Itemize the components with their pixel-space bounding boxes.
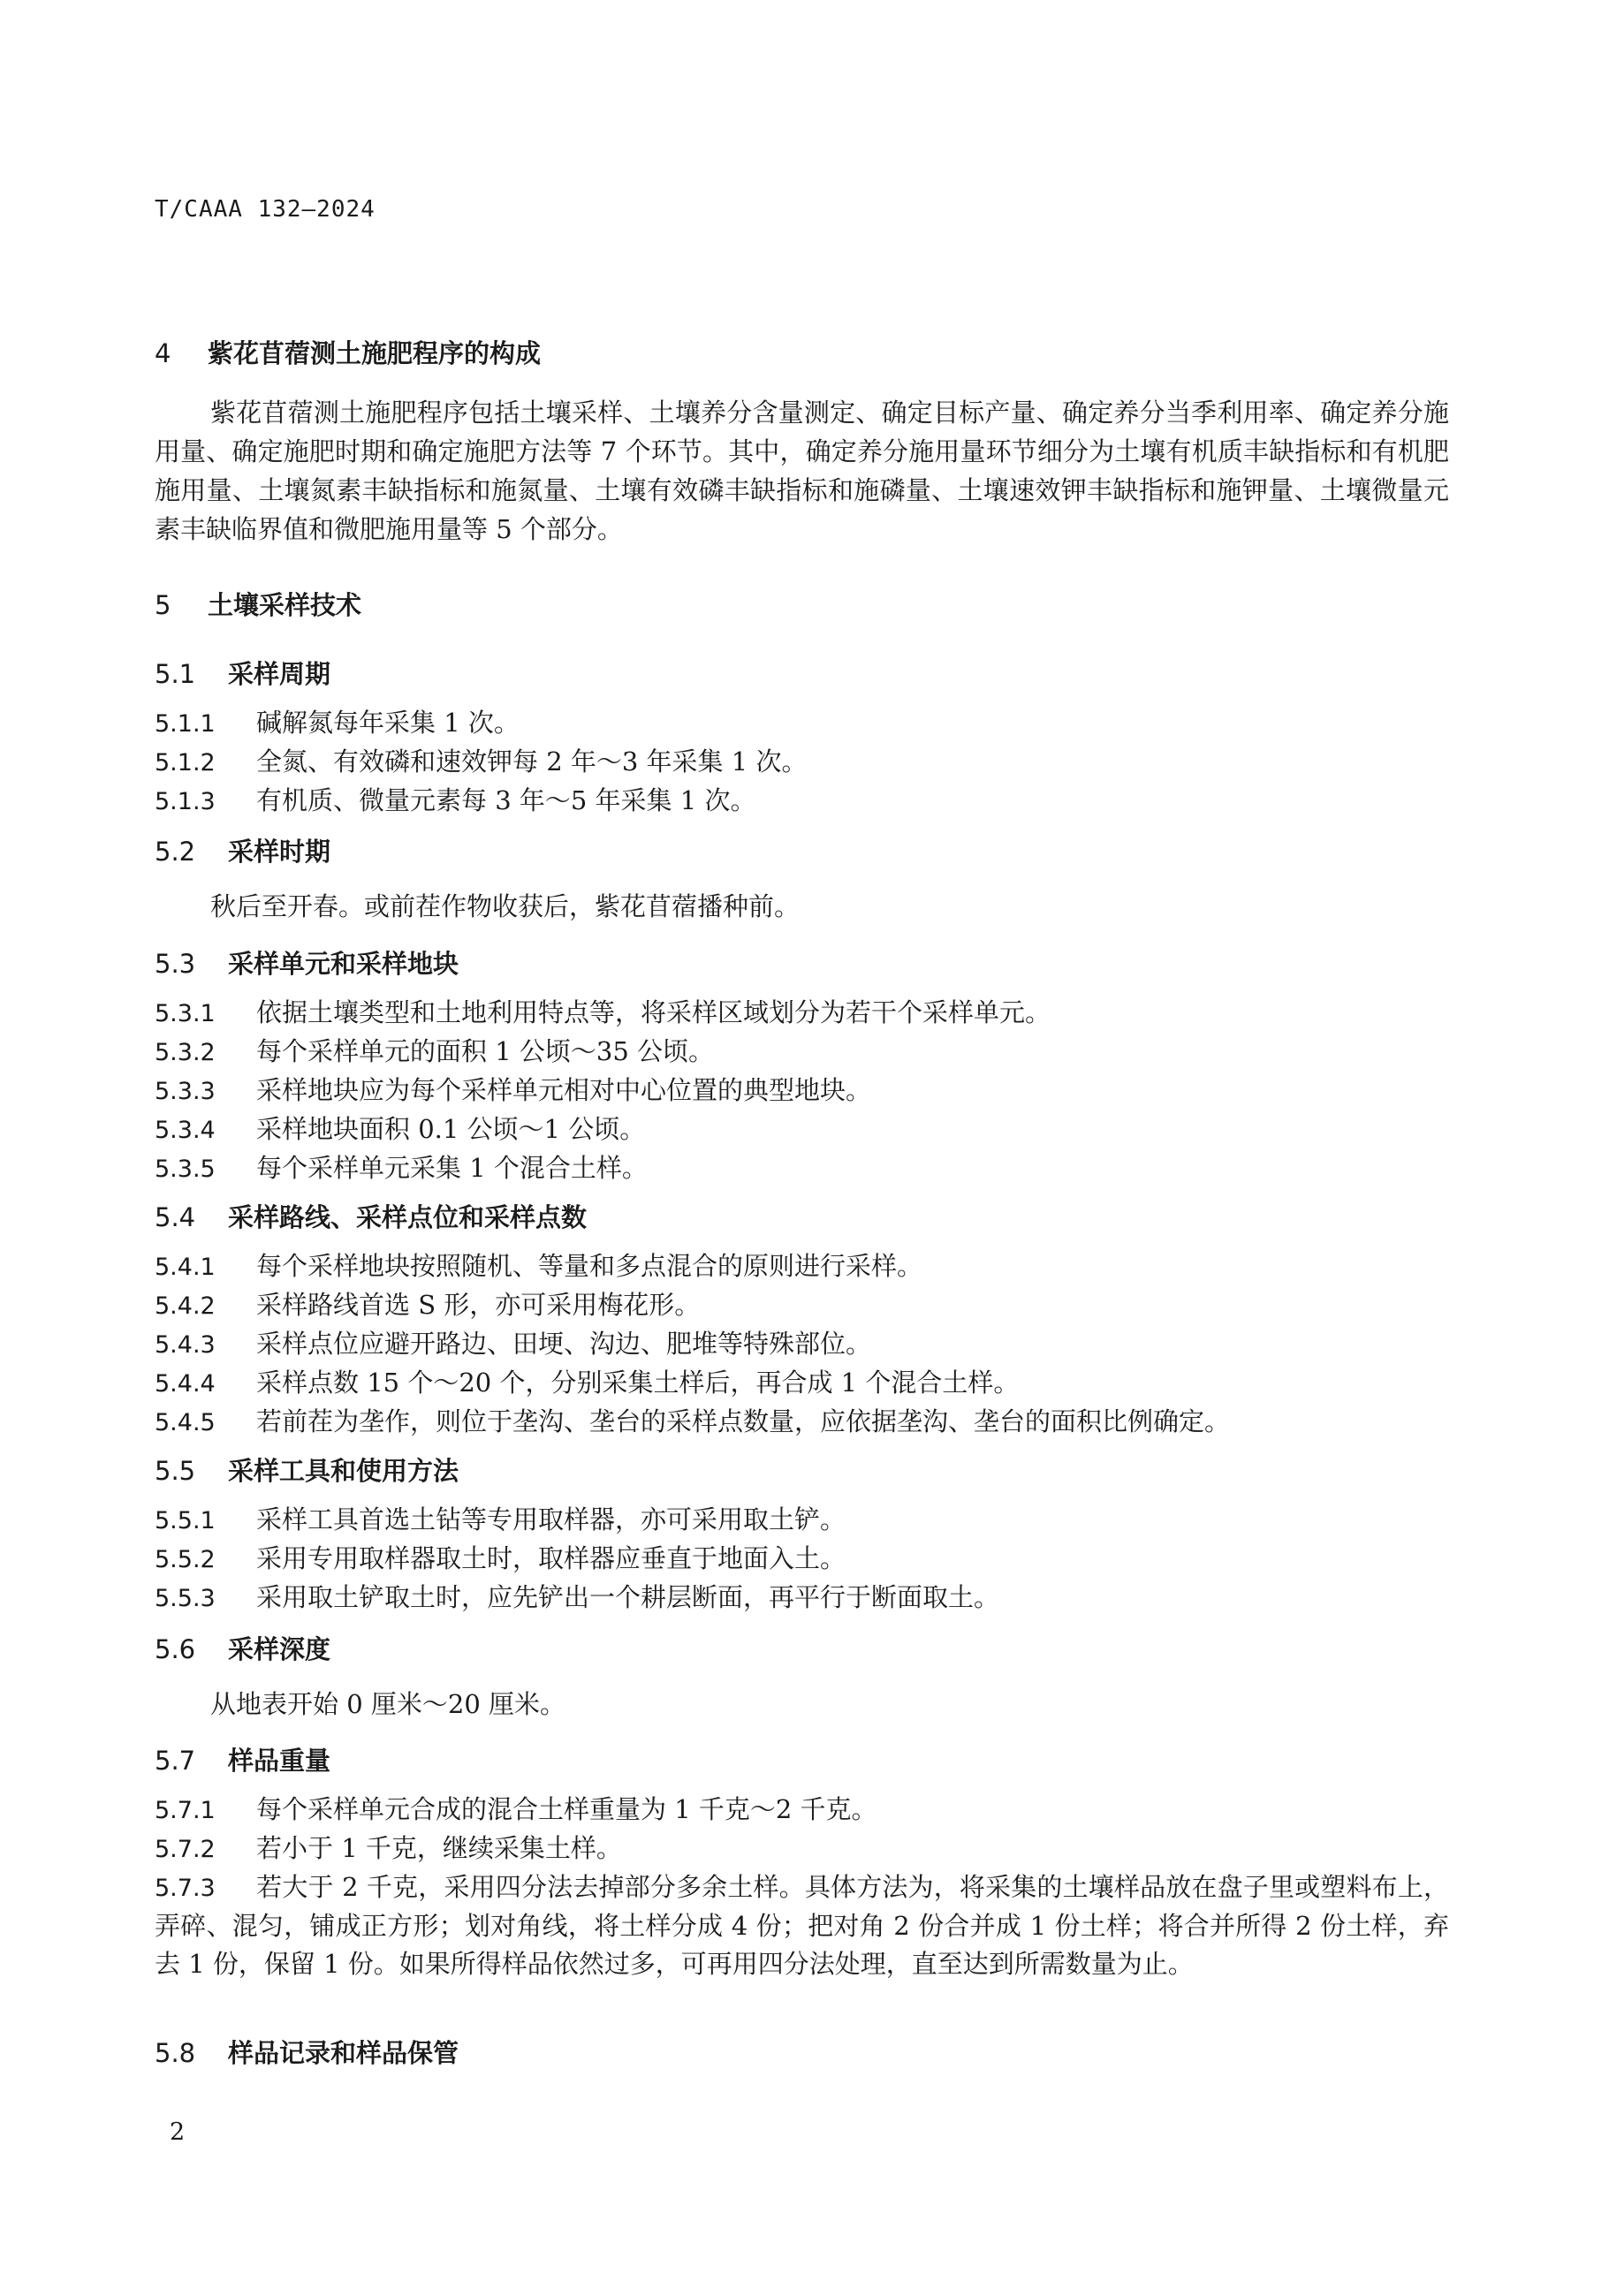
item-number: 5.3.2	[155, 1039, 216, 1066]
subsection-heading	[155, 1630, 1449, 1666]
subsection-5-6	[155, 1630, 1449, 1666]
subsection-5-8	[155, 2034, 1449, 2070]
subsection-number: 5.2	[155, 837, 196, 867]
item-number: 5.7.2	[155, 1836, 216, 1863]
item-number: 5.4.2	[155, 1292, 216, 1320]
item-text: 采用专用取样器取土时，取样器应垂直于地面入土。	[256, 1543, 846, 1573]
item-number: 5.3.5	[155, 1156, 216, 1183]
item-text: 依据土壤类型和土地利用特点等，将采样区域划分为若干个采样单元。	[256, 997, 1051, 1027]
list-item	[155, 1868, 1449, 1983]
list-item	[155, 1149, 1449, 1188]
item-text: 采样工具首选土钻等专用取样器，亦可采用取土铲。	[256, 1504, 846, 1534]
item-number: 5.3.4	[155, 1117, 216, 1144]
item-number: 5.4.4	[155, 1370, 216, 1398]
subsection-heading	[155, 944, 1449, 981]
section-4-body	[155, 393, 1449, 549]
subsection-number: 5.5	[155, 1456, 196, 1486]
subsection-5-2-body	[155, 888, 1449, 926]
item-text: 全氮、有效磷和速效钾每 2 年～3 年采集 1 次。	[256, 746, 808, 777]
subsection-number: 5.6	[155, 1634, 196, 1664]
item-text: 有机质、微量元素每 3 年～5 年采集 1 次。	[256, 785, 756, 815]
document-code: T/CAAA 132—2024	[155, 196, 376, 223]
item-text: 碱解氮每年采集 1 次。	[256, 708, 520, 738]
paragraph: 紫花苜蓿测土施肥程序包括土壤采样、土壤养分含量测定、确定目标产量、确定养分当季利用率、确定养分施用量、确定施肥时期和确定施肥方法等 7 个环节。其中，确定养分施用量环节细分为土壤有机质丰缺指标和有机肥施用量、土壤氮素丰缺指标和施氮量、土壤有效磷丰缺指标和施磷量、土壤速效钾丰缺指标和施钾量、土壤微量元素丰缺临界值和微肥施用量等 5 个部分。	[155, 398, 1449, 544]
list-item	[155, 1033, 1449, 1072]
subsection-heading	[155, 832, 1449, 868]
item-text: 采样路线首选 S 形，亦可采用梅花形。	[256, 1290, 701, 1320]
list-item	[155, 704, 1449, 743]
item-text: 若小于 1 千克，继续采集土样。	[256, 1833, 622, 1863]
subsection-5-7	[155, 1741, 1449, 1777]
list-item	[155, 743, 1449, 782]
subsection-5-1	[155, 655, 1449, 691]
subsection-5-2	[155, 832, 1449, 868]
subsection-heading	[155, 1198, 1449, 1234]
list-item	[155, 994, 1449, 1033]
subsection-number: 5.7	[155, 1746, 196, 1776]
item-number: 5.7.1	[155, 1797, 216, 1824]
subsection-heading	[155, 1741, 1449, 1777]
item-number: 5.4.1	[155, 1254, 216, 1281]
section-4	[155, 334, 1449, 370]
subsection-number: 5.3	[155, 949, 196, 979]
list-item	[155, 1501, 1449, 1540]
item-text: 若前茬为垄作，则位于垄沟、垄台的采样点数量，应依据垄沟、垄台的面积比例确定。	[256, 1406, 1231, 1436]
list-item	[155, 1286, 1449, 1325]
subsection-5-5-items	[155, 1501, 1449, 1618]
subsection-heading	[155, 655, 1449, 691]
list-item	[155, 1110, 1449, 1149]
section-number: 4	[155, 338, 171, 368]
subsection-number: 5.4	[155, 1202, 196, 1232]
list-item	[155, 1579, 1449, 1618]
item-number: 5.5.2	[155, 1546, 216, 1573]
subsection-title: 采样时期	[228, 837, 331, 867]
subsection-number: 5.8	[155, 2038, 196, 2068]
subsection-title: 采样周期	[228, 659, 331, 689]
section-heading	[155, 586, 1449, 622]
item-number: 5.1.1	[155, 710, 216, 738]
subsection-5-7-items	[155, 1791, 1449, 1983]
item-text: 每个采样单元合成的混合土样重量为 1 千克～2 千克。	[256, 1794, 877, 1824]
item-text: 若大于 2 千克，采用四分法去掉部分多余土样。具体方法为，将采集的土壤样品放在盘子里或塑料布上，弄碎、混匀，铺成正方形；划对角线，将土样分成 4 份；把对角 2 份合并成 1 份土样；将合并所得 2 份土样，弃去 1 份，保留 1 份。如果所得样品依然过多，可再用四分法处理，直至达到所需数量为止。	[155, 1872, 1449, 1979]
subsection-title: 采样单元和采样地块	[228, 949, 459, 979]
list-item	[155, 1830, 1449, 1868]
subsection-5-1-items	[155, 704, 1449, 821]
section-title: 紫花苜蓿测土施肥程序的构成	[208, 338, 542, 368]
subsection-5-5	[155, 1451, 1449, 1488]
list-item	[155, 1072, 1449, 1110]
list-item	[155, 1791, 1449, 1830]
item-text: 采用取土铲取土时，应先铲出一个耕层断面，再平行于断面取土。	[256, 1582, 1000, 1612]
item-text: 采样地块面积 0.1 公顷～1 公顷。	[256, 1114, 646, 1144]
item-number: 5.5.1	[155, 1507, 216, 1534]
subsection-5-3-items	[155, 994, 1449, 1188]
subsection-title: 采样工具和使用方法	[228, 1456, 459, 1486]
section-heading	[155, 334, 1449, 370]
subsection-title: 样品记录和样品保管	[228, 2038, 459, 2068]
subsection-title: 采样深度	[228, 1634, 331, 1664]
section-5	[155, 586, 1449, 622]
subsection-5-4	[155, 1198, 1449, 1234]
item-text: 采样点数 15 个～20 个，分别采集土样后，再合成 1 个混合土样。	[256, 1368, 1020, 1398]
item-text: 每个采样单元采集 1 个混合土样。	[256, 1153, 648, 1183]
subsection-number: 5.1	[155, 659, 196, 689]
subsection-title: 样品重量	[228, 1746, 331, 1776]
list-item	[155, 782, 1449, 821]
list-item	[155, 1247, 1449, 1286]
item-number: 5.5.3	[155, 1585, 216, 1612]
subsection-title: 采样路线、采样点位和采样点数	[228, 1202, 588, 1232]
list-item	[155, 1325, 1449, 1364]
page-number: 2	[170, 2118, 186, 2146]
item-number: 5.3.1	[155, 1000, 216, 1027]
item-number: 5.1.3	[155, 788, 216, 815]
subsection-heading	[155, 1451, 1449, 1488]
list-item	[155, 1403, 1449, 1442]
item-number: 5.4.3	[155, 1331, 216, 1359]
section-number: 5	[155, 590, 171, 620]
paragraph: 秋后至开春。或前茬作物收获后，紫花苜蓿播种前。	[210, 891, 801, 921]
item-number: 5.3.3	[155, 1078, 216, 1105]
item-text: 每个采样地块按照随机、等量和多点混合的原则进行采样。	[256, 1251, 923, 1281]
section-title: 土壤采样技术	[208, 590, 362, 620]
item-number: 5.4.5	[155, 1409, 216, 1436]
subsection-5-3	[155, 944, 1449, 981]
paragraph: 从地表开始 0 厘米～20 厘米。	[210, 1689, 566, 1719]
item-text: 采样地块应为每个采样单元相对中心位置的典型地块。	[256, 1075, 872, 1105]
item-text: 采样点位应避开路边、田埂、沟边、肥堆等特殊部位。	[256, 1329, 872, 1359]
list-item	[155, 1364, 1449, 1403]
item-number: 5.1.2	[155, 749, 216, 777]
list-item	[155, 1540, 1449, 1579]
subsection-5-6-body	[155, 1686, 1449, 1724]
subsection-5-4-items	[155, 1247, 1449, 1442]
item-number: 5.7.3	[155, 1875, 216, 1902]
item-text: 每个采样单元的面积 1 公顷～35 公顷。	[256, 1036, 715, 1066]
subsection-heading	[155, 2034, 1449, 2070]
